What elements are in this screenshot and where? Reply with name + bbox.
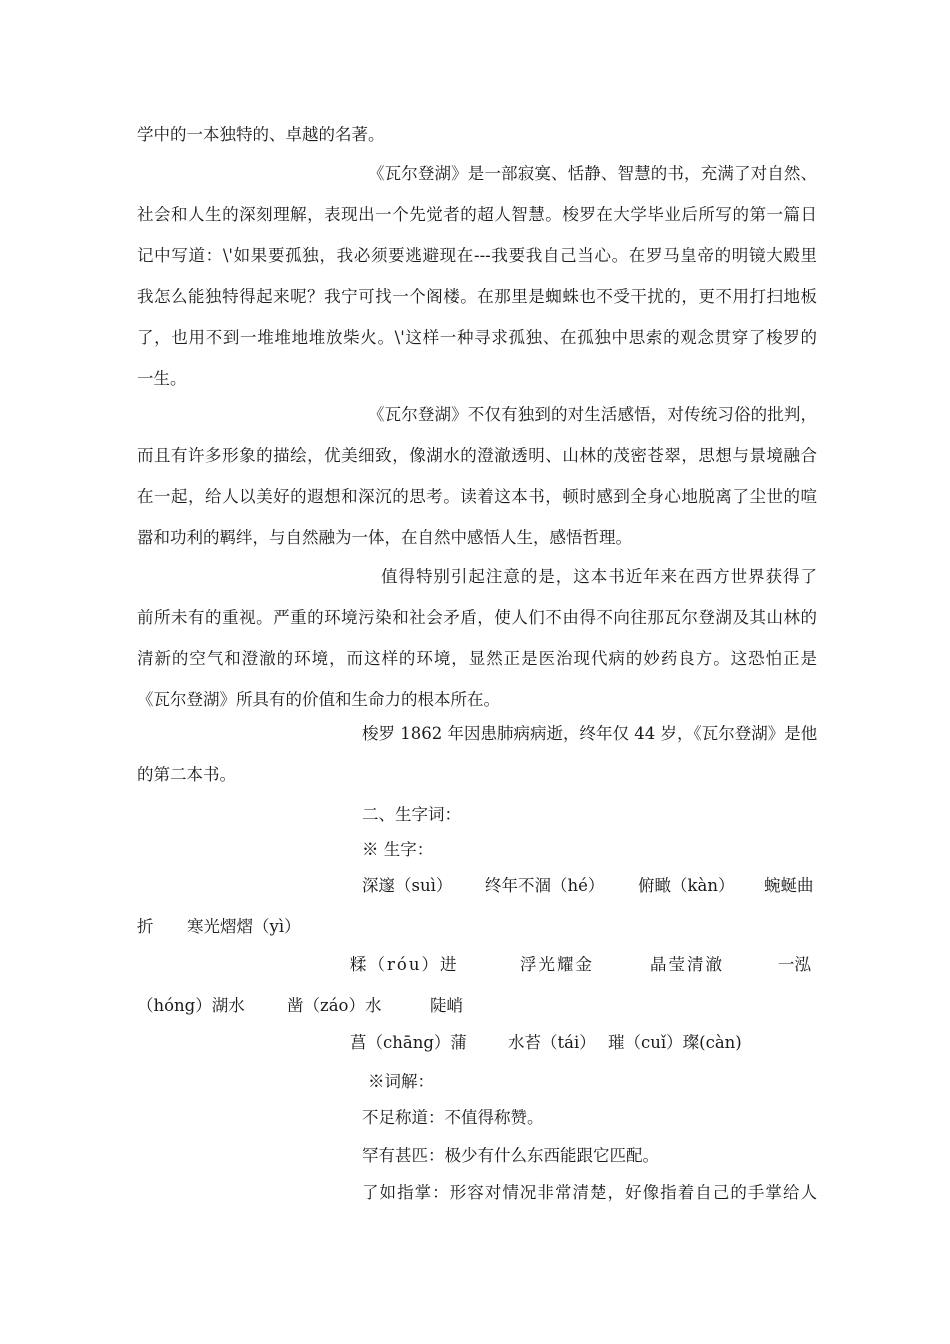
vocab-heading: ※ 生字： xyxy=(362,840,434,859)
vocab-item: （hóng）湖水 xyxy=(137,996,245,1015)
vocab-item: 糅（róu）进 xyxy=(350,955,459,974)
vocab-item: 陡峭 xyxy=(430,996,463,1015)
paragraph-line: 嚣和功利的羁绊，与自然融为一体，在自然中感悟人生，感悟哲理。 xyxy=(137,528,632,547)
paragraph-line: 社会和人生的深刻理解，表现出一个先觉者的超人智慧。梭罗在大学毕业后所写的第一篇日 xyxy=(137,205,817,224)
vocab-item: 晶莹清澈 xyxy=(650,955,724,974)
vocab-item: 菖（chāng）蒲 xyxy=(350,1033,467,1052)
vocab-item: 凿（záo）水 xyxy=(287,996,382,1015)
vocab-item: 一泓 xyxy=(778,955,811,974)
glossary-item: 罕有甚匹：极少有什么东西能跟它匹配。 xyxy=(362,1146,659,1165)
vocab-item: 璀（cuǐ）璨(càn) xyxy=(608,1033,742,1052)
paragraph-line: 一生。 xyxy=(137,369,187,388)
glossary-item: 不足称道：不值得称赞。 xyxy=(362,1108,544,1127)
vocab-item: 寒光熠熠（yì） xyxy=(187,917,301,936)
paragraph-line: 而且有许多形象的描绘，优美细致，像湖水的澄澈透明、山林的茂密苍翠，思想与景境融合 xyxy=(137,446,817,465)
section-heading: 二、生字词： xyxy=(362,805,461,824)
paragraph-line: 《瓦尔登湖》是一部寂寞、恬静、智慧的书，充满了对自然、 xyxy=(368,164,817,183)
glossary-item: 了如指掌：形容对情况非常清楚，好像指着自己的手掌给人 xyxy=(362,1183,817,1202)
vocab-item: 俯瞰（kàn） xyxy=(638,876,735,895)
paragraph-line: 的第二本书。 xyxy=(137,765,236,784)
paragraph-line: 清新的空气和澄澈的环境，而这样的环境，显然正是医治现代病的妙药良方。这恐怕正是 xyxy=(137,649,817,668)
vocab-item: 水苔（tái） xyxy=(508,1033,596,1052)
vocab-item: 深邃（suì） xyxy=(362,876,453,895)
vocab-item: 浮光耀金 xyxy=(520,955,594,974)
paragraph-line: 《瓦尔登湖》不仅有独到的对生活感悟，对传统习俗的批判， xyxy=(368,405,817,424)
paragraph-line: 梭罗 1862 年因患肺病病逝，终年仅 44 岁，《瓦尔登湖》是他 xyxy=(362,724,818,743)
paragraph-line: 我怎么能独特得起来呢？我宁可找一个阁楼。在那里是蜘蛛也不受干扰的，更不用打扫地板 xyxy=(137,287,817,306)
glossary-heading: ※词解： xyxy=(368,1072,434,1091)
vocab-item: 折 xyxy=(137,917,154,936)
paragraph-line: 值得特别引起注意的是，这本书近年来在西方世界获得了 xyxy=(381,567,817,586)
paragraph-line: 记中写道：\'如果要孤独，我必须要逃避现在---我要我自己当心。在罗马皇帝的明镜大殿里 xyxy=(137,246,817,265)
paragraph-line: 前所未有的重视。严重的环境污染和社会矛盾，使人们不由得不向往那瓦尔登湖及其山林的 xyxy=(137,608,817,627)
vocab-item: 蜿蜒曲 xyxy=(764,876,814,895)
paragraph-line: 了，也用不到一堆堆地堆放柴火。\'这样一种寻求孤独、在孤独中思索的观念贯穿了梭罗的 xyxy=(137,328,817,347)
paragraph-line: 在一起，给人以美好的遐想和深沉的思考。读着这本书，顿时感到全身心地脱离了尘世的喧 xyxy=(137,487,817,506)
paragraph-line: 《瓦尔登湖》所具有的价值和生命力的根本所在。 xyxy=(137,690,500,709)
paragraph-line: 学中的一本独特的、卓越的名著。 xyxy=(137,125,385,144)
vocab-item: 终年不涸（hé） xyxy=(485,876,605,895)
